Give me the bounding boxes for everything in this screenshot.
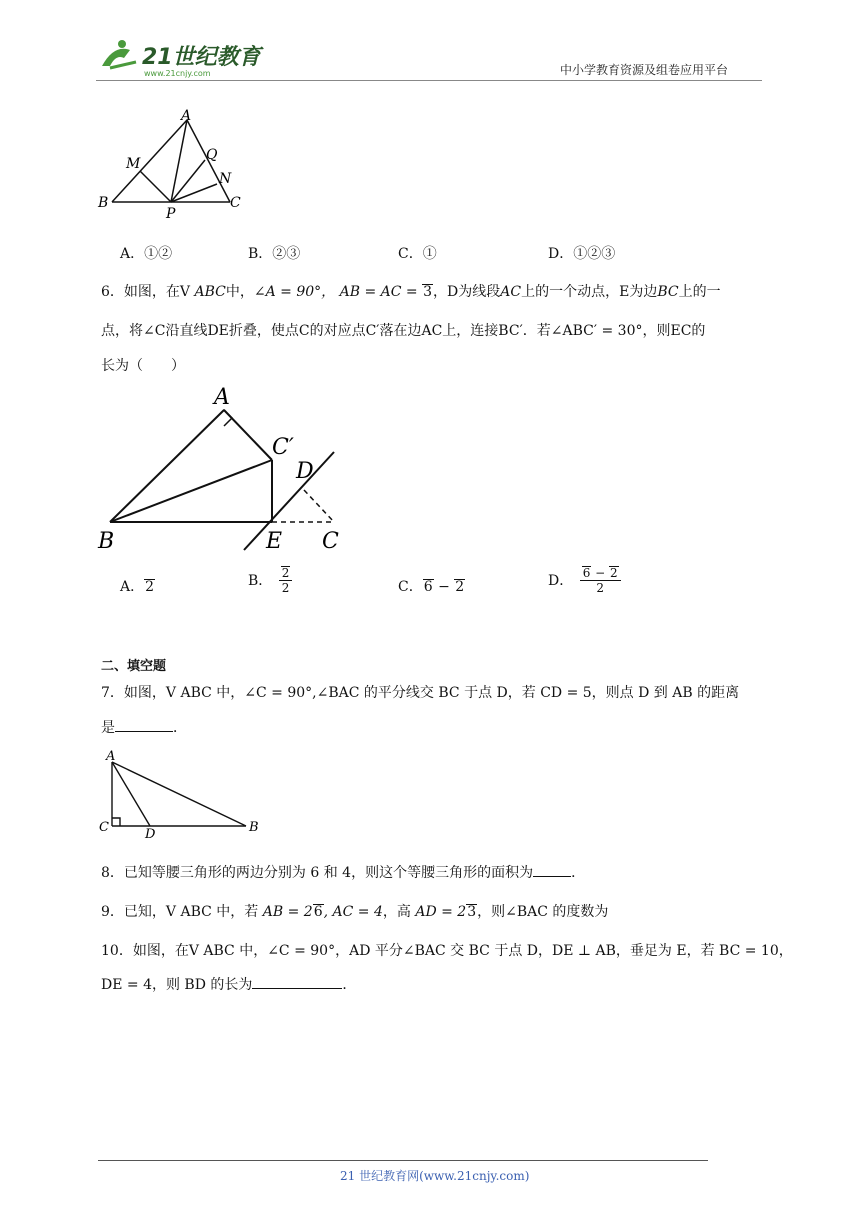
q5-label-q: Q: [206, 147, 218, 163]
q5-figure: [96, 104, 256, 219]
svg-text:www.21cnjy.com: www.21cnjy.com: [144, 69, 211, 78]
q6-label-b: B: [98, 529, 115, 554]
q6-option-a[interactable]: A．2: [120, 579, 155, 595]
q7-line2: 是 ．: [101, 720, 187, 736]
platform-title: 中小学教育资源及组卷应用平台: [560, 63, 729, 77]
q6-option-c[interactable]: C．6 − 2: [398, 579, 465, 595]
q5-label-b: B: [98, 195, 109, 211]
q7-line1: 7．如图，V ABC 中，∠C = 90°,∠BAC 的平分线交 BC 于点 D，若 CD = 5，则点 D 到 AB 的距离: [101, 685, 740, 701]
site-logo: [96, 36, 266, 80]
q7-label-c: C: [99, 820, 109, 835]
q6-label-c: C: [322, 529, 339, 554]
q5-label-a: A: [181, 108, 192, 124]
q8-text: 8．已知等腰三角形的两边分别为 6 和 4，则这个等腰三角形的面积为 ．: [101, 865, 586, 881]
q6-line1: 6．如图，在V ABC中，∠A = 90°， AB = AC = 3，D为线段AC上的一个动点，E为边BC上的一: [101, 284, 721, 300]
q5-label-c: C: [230, 195, 241, 211]
header-divider: [96, 80, 762, 81]
q7-label-b: B: [249, 820, 259, 835]
q5-label-p: P: [166, 206, 176, 219]
q5-label-n: N: [219, 171, 232, 187]
q6-label-cprime: C′: [272, 435, 294, 460]
q6-figure: [96, 380, 356, 555]
q5-label-m: M: [126, 156, 141, 172]
q5-option-c[interactable]: C．①: [398, 246, 437, 262]
q7-figure: [96, 744, 266, 840]
q8-answer-blank[interactable]: [533, 864, 571, 877]
q9-text: 9．已知，V ABC 中，若 AB = 26, AC = 4，高 AD = 23，则∠BAC 的度数为: [101, 904, 609, 920]
q7-answer-blank[interactable]: [115, 719, 173, 732]
svg-text:21世纪教育: 21世纪教育: [142, 45, 261, 70]
q5-option-a[interactable]: A．①②: [120, 246, 173, 262]
q10-line2: DE = 4，则 BD 的长为 ．: [101, 977, 357, 993]
q6-label-e: E: [266, 529, 283, 554]
section-fill-in-title: 二、填空题: [101, 659, 167, 674]
q10-answer-blank[interactable]: [252, 976, 342, 989]
q6-label-a: A: [214, 385, 230, 410]
q7-label-d: D: [145, 827, 156, 840]
q6-option-b[interactable]: B． $\frac{2}{2}$: [248, 566, 294, 596]
footer-link[interactable]: 21 世纪教育网(www.21cnjy.com): [340, 1169, 530, 1183]
q10-line1: 10．如图，在V ABC 中，∠C = 90°，AD 平分∠BAC 交 BC 于点 D，DE ⊥ AB，垂足为 E，若 BC = 10，: [101, 943, 793, 959]
q5-option-b[interactable]: B．②③: [248, 246, 301, 262]
q6-line3: 长为（ ）: [101, 358, 185, 374]
q5-option-d[interactable]: D．①②③: [548, 246, 616, 262]
q6-line2: 点，将∠C沿直线DE折叠，使点C的对应点C′落在边AC上，连接BC′．若∠ABC′ = 30°，则EC的: [101, 323, 706, 339]
footer-divider: [98, 1160, 708, 1161]
q7-label-a: A: [106, 749, 116, 764]
q6-label-d: D: [296, 459, 314, 484]
q6-option-d[interactable]: D． $\frac{6 - 2}{2}$: [548, 566, 623, 596]
